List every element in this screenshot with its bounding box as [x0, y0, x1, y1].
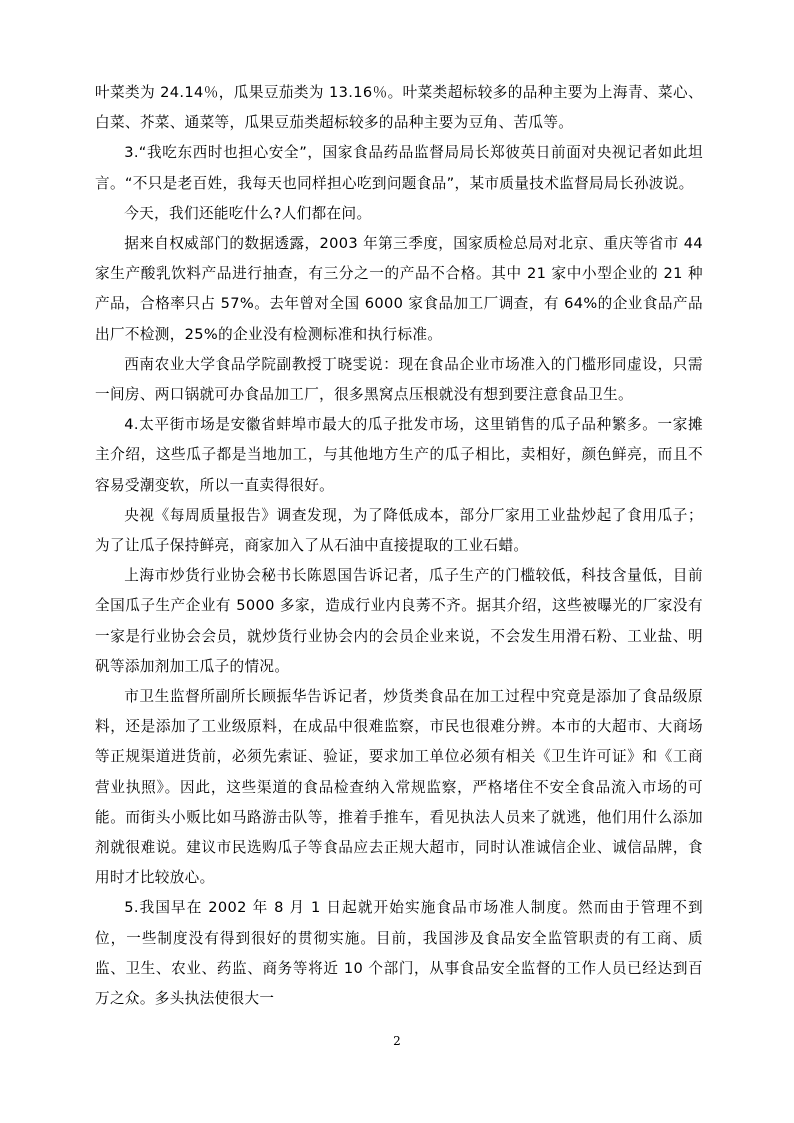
page-number: 2 — [393, 1034, 401, 1048]
paragraph-4: 据来自权威部门的数据透露，2003 年第三季度，国家质检总局对北京、重庆等省市 44家生产酸乳饮料产品进行抽查，有三分之一的产品不合格。其中 21 家中小型企业的 21 种产品，合格率只占 57%。去年曾对全国 6000 家食品加工厂调查，有 64%的企业食品产品出厂不检测，25%的企业没有检测标准和执行标准。 — [95, 235, 703, 343]
paragraph-3: 今天，我们还能吃什么?人们都在问。 — [124, 204, 372, 222]
paragraph-1: 叶菜类为 24.14％，瓜果豆茄类为 13.16％。叶菜类超标较多的品种主要为上海青、菜心、白菜、芥菜、通菜等，瓜果豆茄类超标较多的品种主要为豆角、苦瓜等。 — [95, 84, 703, 132]
paragraph-7: 央视《每周质量报告》调查发现，为了降低成本，部分厂家用工业盐炒起了食用瓜子；为了让瓜子保持鲜亮，商家加入了从石油中直接提取的工业石蜡。 — [95, 506, 703, 555]
paragraph-2: 3.“我吃东西时也担心安全”，国家食品药品监督局局长郑彼英日前面对央视记者如此坦言。“不只是老百姓，我每天也同样担心吃到问题食品”，某市质量技术监督局局长孙波说。 — [95, 144, 703, 192]
body-text — [95, 78, 703, 1014]
paragraph-10: 5.我国早在 2002 年 8 月 1 日起就开始实施食品市场准人制度。然而由于管理不到位，一些制度没有得到很好的贯彻实施。目前，我国涉及食品安全监管职责的有工商、质监、卫生、农业、药监、商务等将近 10 个部门，从事食品安全监督的工作人员已经达到百万之众。多头执法使很大一 — [95, 899, 703, 1008]
paragraph-8: 上海市炒货行业协会秘书长陈恩国告诉记者，瓜子生产的门槛较低，科技含量低，目前全国瓜子生产企业有 5000 多家，造成行业内良莠不齐。据其介绍，这些被曝光的厂家没有一家是行业协会会员，就炒货行业协会内的会员企业来说，不会发生用滑石粉、工业盐、明矾等添加剂加工瓜子的情况。 — [95, 567, 703, 675]
paragraph-6: 4.太平街市场是安徽省蚌埠市最大的瓜子批发市场，这里销售的瓜子品种繁多。一家摊主介绍，这些瓜子都是当地加工，与其他地方生产的瓜子相比，卖相好，颜色鲜亮，而且不容易受潮变软，所以一直卖得很好。 — [95, 416, 703, 494]
paragraph-9: 市卫生监督所副所长顾振华告诉记者，炒货类食品在加工过程中究竟是添加了食品级原料，还是添加了工业级原料，在成品中很难监察，市民也很难分辨。本市的大超市、大商场等正规渠道进货前，必须先索证、验证，要求加工单位必须有相关《卫生许可证》和《工商营业执照》。因此，这些渠道的食品检查纳入常规监察，严格堵住不安全食品流入市场的可能。而街头小贩比如马路游击队等，推着手推车，看见执法人员来了就逃，他们用什么添加剂就很难说。建议市民选购瓜子等食品应去正规大超市，同时认准诚信企业、诚信品牌，食用时才比较放心。 — [95, 688, 703, 887]
paragraph-5: 西南农业大学食品学院副教授丁晓雯说：现在食品企业市场准入的门槛形同虚设，只需一间房、两口锅就可办食品加工厂，很多黑窝点压根就没有想到要注意食品卫生。 — [95, 355, 703, 404]
